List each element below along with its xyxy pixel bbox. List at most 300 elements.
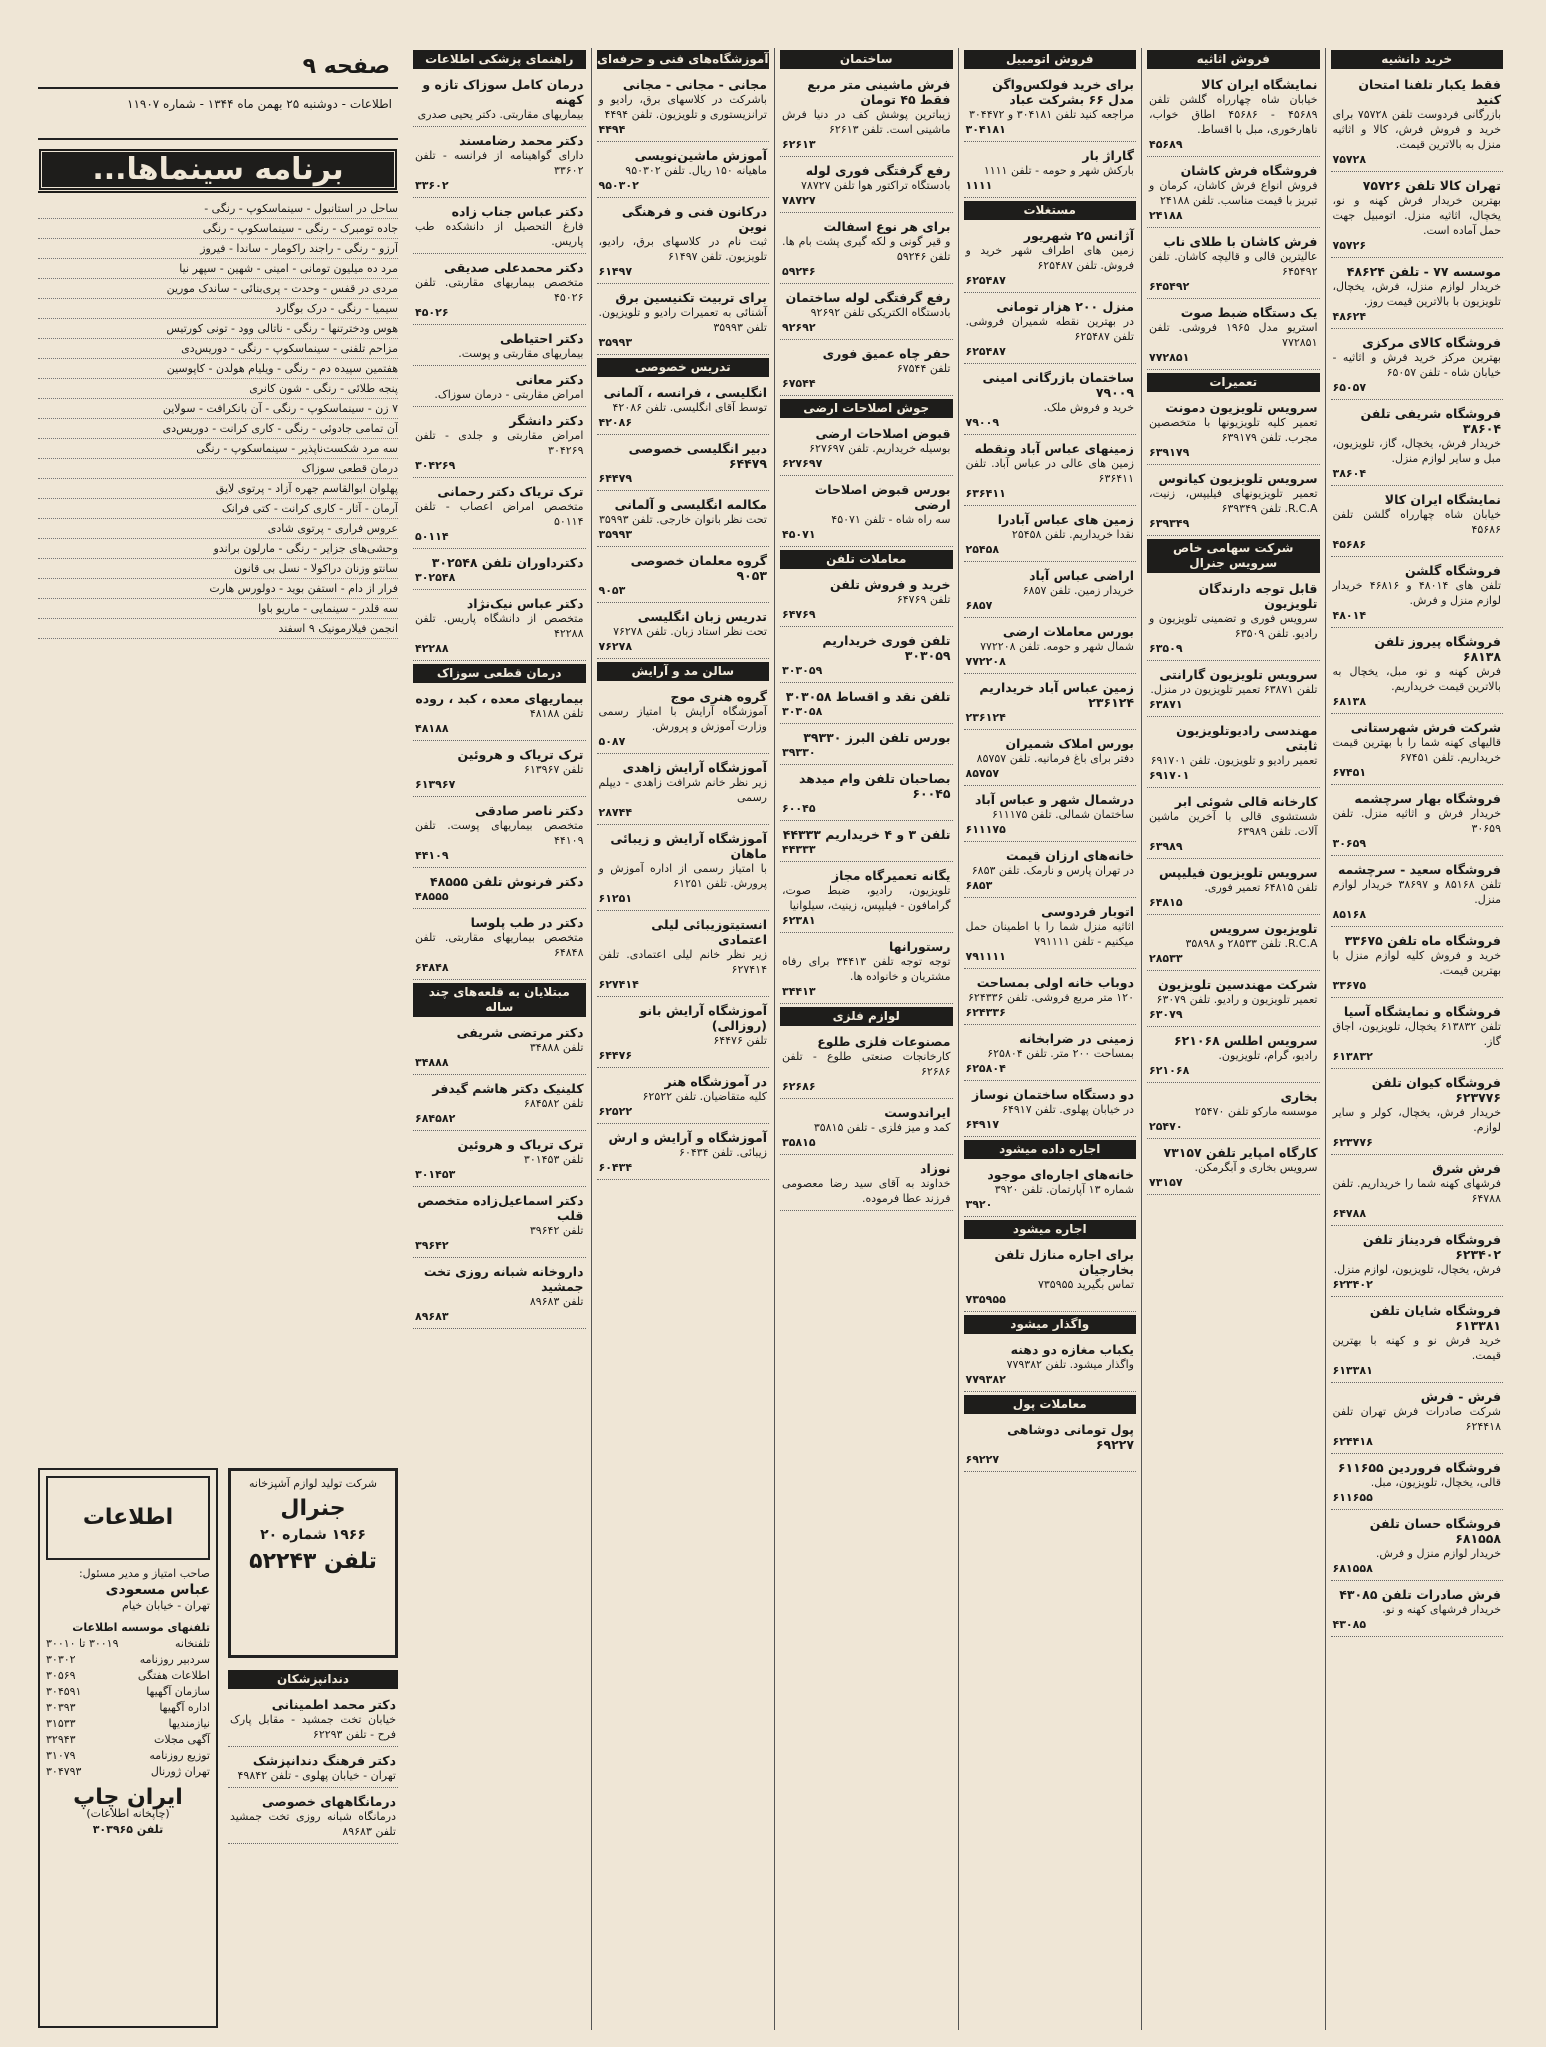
classified-ad <box>1331 332 1504 400</box>
classified-ad <box>597 914 770 997</box>
classified-ad <box>1147 231 1320 299</box>
classified-ad <box>597 550 770 603</box>
ad-body: استریو مدل ۱۹۶۵ فروشی. تلفن ۷۷۲۸۵۱ <box>1149 321 1318 349</box>
ad-phone: ۳۹۳۳۰ <box>782 746 816 759</box>
classified-ad <box>597 382 770 435</box>
ad-title: دکتر فرنوش تلفن ۴۸۵۵۵ <box>429 874 584 889</box>
ad-phone: ۷۳۵۹۵۵ <box>965 1293 1006 1306</box>
ad-body: بازرگانی فردوست تلفن ۷۵۷۲۸ برای خرید و فروش فرش، کالا و اثاثیه منزل به بالاترین قیمت. <box>1332 108 1501 151</box>
ad-title: فروشگاه کیوان تلفن ۶۲۳۷۷۶ <box>1371 1075 1501 1105</box>
ad-title: دو دستگاه ساختمان نوساز <box>972 1087 1134 1102</box>
ad-phone: ۴۸۰۱۴ <box>1332 609 1367 622</box>
ad-title: دبیر انگلیسی خصوصی ۶۴۴۷۹ <box>628 441 767 471</box>
cinema-item: مزاحم تلفنی - سینماسکوپ - رنگی - دوریس‌دی <box>38 339 398 359</box>
imprint-row-label: سازمان آگهیها <box>146 1685 210 1698</box>
ad-phone: ۲۸۷۴۴ <box>598 806 633 819</box>
print-sub: (چاپخانه اطلاعات) <box>86 1807 170 1820</box>
ad-body: تحت نظر بانوان خارجی. تلفن ۳۵۹۹۳ <box>598 513 767 526</box>
ad-title: داروخانه شبانه روزی تخت جمشید <box>423 1264 584 1294</box>
ad-body: بادستگاه تراکتور هوا تلفن ۷۸۷۲۷ <box>801 179 951 192</box>
ad-title: فروشگاه حسان تلفن ۶۸۱۵۵۸ <box>1369 1516 1501 1546</box>
classified-ad <box>597 828 770 911</box>
classified-ad <box>413 1190 586 1258</box>
ad-phone: ۶۴۵۴۹۲ <box>1149 280 1190 293</box>
classified-ad <box>597 494 770 547</box>
ad-phone: ۶۱۱۱۷۵ <box>965 823 1006 836</box>
ad-body: متخصص از دانشگاه پاریس. تلفن ۴۲۲۸۸ <box>415 612 584 640</box>
classified-ad <box>413 257 586 325</box>
ad-body: تلفن ۳۰۱۴۵۳ <box>523 1153 584 1166</box>
classified-ad <box>780 727 953 765</box>
ad-phone: ۷۶۲۷۸ <box>598 640 633 653</box>
ad-phone: ۳۹۶۴۲ <box>415 1239 449 1252</box>
ad-title: موسسه ۷۷ - تلفن ۴۸۶۲۴ <box>1346 264 1501 279</box>
classified-ad <box>1331 1513 1504 1581</box>
classified-ad <box>780 936 953 1004</box>
classified-ad <box>1147 160 1320 228</box>
ad-phone: ۶۱۴۹۷ <box>598 265 633 278</box>
ad-title: فقط یکبار تلفنا امتحان کنید <box>1358 77 1501 107</box>
classified-ad <box>964 145 1137 198</box>
ad-title: ساختمان بازرگانی امینی ۷۹۰۰۹ <box>982 370 1134 400</box>
column-head: ساختمان <box>780 50 953 69</box>
dentists-column <box>228 1668 398 2028</box>
general-ad-line3: ۱۹۶۶ شماره ۲۰ <box>260 1527 366 1543</box>
ad-title: شرکت فرش شهرستانی <box>1350 720 1501 735</box>
imprint-row-value: ۳۰۴۵۹۱ <box>46 1685 82 1698</box>
classified-column <box>774 48 958 2030</box>
classified-ad <box>597 606 770 659</box>
ad-phone: ۴۴۳۳۳ <box>782 843 816 856</box>
section-head: سالن مد و آرایش <box>597 662 770 681</box>
ad-body: واگذار میشود. تلفن ۷۷۹۳۸۲ <box>1006 1358 1134 1371</box>
column-head: فروش اتومبیل <box>964 50 1137 69</box>
ad-body: ۱۲۰ متر مربع فروشی. تلفن ۶۲۴۳۳۶ <box>968 991 1134 1004</box>
ad-body: خریدار لوازم منزل، فرش، یخچال، تلویزیون با بالاترین قیمت روز. <box>1332 280 1501 308</box>
ad-phone: ۷۳۱۵۷ <box>1149 1176 1183 1189</box>
classified-ad <box>1331 1457 1504 1510</box>
section-head: معاملات پول <box>964 1395 1137 1414</box>
classified-ad <box>1147 74 1320 157</box>
section-head: شرکت سهامی خاص سرویس جنرال <box>1147 539 1320 573</box>
ad-phone: ۶۴۴۷۶ <box>598 1049 633 1062</box>
ad-title: پول تومانی دوشاهی ۶۹۲۲۷ <box>1007 1422 1134 1452</box>
classified-ad <box>780 630 953 683</box>
ad-phone: ۹۵۰۳۰۲ <box>598 179 639 192</box>
ad-title: فروشگاه و نمایشگاه آسیا <box>1343 1004 1501 1019</box>
ad-phone: ۶۱۳۳۸۱ <box>1332 1364 1373 1377</box>
ad-title: گروه معلمان خصوصی ۹۰۵۳ <box>630 553 767 583</box>
ad-title: تلویزیون سرویس <box>1209 921 1318 936</box>
ad-body: فروش انواع فرش کاشان، کرمان و تبریز با قیمت مناسب. تلفن ۲۴۱۸۸ <box>1149 179 1318 207</box>
classified-ad <box>413 593 586 661</box>
classified-ad <box>1147 302 1320 370</box>
section-head: درمان قطعی سوزاک <box>413 664 586 683</box>
ad-body: خریدار فرش، یخچال، کولر و سایر لوازم. <box>1332 1106 1501 1134</box>
classified-ad <box>1331 489 1504 557</box>
ad-phone: ۶۲۱۰۶۸ <box>1149 1064 1190 1077</box>
ad-phone: ۴۸۵۵۵ <box>415 890 449 903</box>
imprint-row-label: تهران ژورنال <box>150 1765 210 1778</box>
ad-phone: ۶۸۱۵۵۸ <box>1332 1562 1373 1575</box>
imprint-row-label: اطلاعات هفتگی <box>137 1669 210 1682</box>
ad-body: شرکت صادرات فرش تهران تلفن ۶۲۴۴۱۸ <box>1332 1405 1501 1433</box>
general-ad-phone: تلفن ۵۲۲۴۳ <box>249 1549 377 1574</box>
ad-body: کارخانجات صنعتی طلوع - تلفن ۶۲۶۸۶ <box>782 1050 951 1078</box>
classified-ad <box>413 744 586 797</box>
ad-title: تلفن ۳ و ۴ خریداریم ۴۴۳۳۳ <box>782 827 951 842</box>
ad-title: فروشگاه سعید - سرچشمه <box>1337 862 1501 877</box>
classified-column <box>1141 48 1325 2030</box>
ad-title: حفر چاه عمیق فوری <box>822 346 951 361</box>
classified-ad <box>413 1022 586 1075</box>
dentists-head: دندانپزشکان <box>228 1670 398 1689</box>
column-head: فروش اثاثیه <box>1147 50 1320 69</box>
ad-phone: ۲۸۵۳۳ <box>1149 952 1183 965</box>
ad-phone: ۷۸۷۲۷ <box>782 194 816 207</box>
ad-body: زیباترین پوشش کف در دنیا فرش ماشینی است. تلفن ۶۲۶۱۳ <box>782 108 951 136</box>
ad-phone: ۶۴۷۸۸ <box>1332 1207 1367 1220</box>
ad-phone: ۶۰۴۳۴ <box>598 1161 633 1174</box>
cinema-item: مردی در قفس - وحدت - پری‌بنائی - ساندک مورین <box>38 279 398 299</box>
imprint-row <box>46 1700 210 1716</box>
classified-ad <box>413 201 586 254</box>
classified-ad <box>413 1261 586 1329</box>
ad-phone: ۶۲۵۸۰۴ <box>965 1062 1006 1075</box>
ad-title: قبوض اصلاحات ارضی <box>815 426 951 441</box>
ad-body: دارای گواهینامه از فرانسه - تلفن ۳۳۶۰۲ <box>415 149 584 177</box>
classified-ad <box>964 509 1137 562</box>
newspaper-logo: اطلاعات <box>46 1476 210 1560</box>
ad-title: نمایشگاه ایران کالا <box>1384 492 1501 507</box>
ad-title: انستیتوزیبائی لیلی اعتمادی <box>651 917 767 947</box>
ad-title: دکتر معانی <box>515 372 584 387</box>
classified-ad <box>1331 859 1504 927</box>
ad-title: دوباب خانه اولی بمساحت <box>976 975 1134 990</box>
cinema-item: انجمن فیلارمونیک ۹ اسفند <box>38 619 398 639</box>
ad-body: تلفن ۸۹۶۸۳ <box>529 1295 584 1308</box>
classified-ad <box>1331 930 1504 998</box>
ad-phone: ۶۳۸۷۱ <box>1149 698 1183 711</box>
ad-phone: ۳۳۶۰۲ <box>415 179 449 192</box>
ad-body: بارکش شهر و حومه - تلفن ۱۱۱۱ <box>983 164 1134 177</box>
ad-phone: ۵۰۱۱۴ <box>415 530 449 543</box>
cinema-item: درمان قطعی سوزاک <box>38 459 398 479</box>
ad-title: خانه‌های اجاره‌ای موجود <box>987 1167 1134 1182</box>
ad-body: زمین های عالی در عباس آباد. تلفن ۶۳۶۴۱۱ <box>965 457 1134 485</box>
ad-title: مهندسی رادیوتلویزیون ثابتی <box>1176 723 1318 753</box>
imprint-row <box>46 1684 210 1700</box>
ad-body: خرید و فروش ملک. <box>1043 401 1134 414</box>
owner-label: صاحب امتیاز و مدیر مسئول: <box>78 1567 210 1580</box>
ad-title: یکباب مغازه دو دهنه <box>1010 1342 1134 1357</box>
ad-phone: ۴۲۰۸۶ <box>598 416 633 429</box>
ad-body: تلفن های ۴۸۰۱۴ و ۴۶۸۱۶ خریدار لوازم منزل و فرش. <box>1332 579 1501 607</box>
ad-body: خرید و فروش کلیه لوازم منزل با بهترین قیمت. <box>1332 949 1501 977</box>
ad-phone: ۳۰۳۰۵۹ <box>782 664 823 677</box>
imprint-row-value: ۳۰۳۰۲ <box>46 1653 76 1666</box>
ad-body: بهترین مرکز خرید فرش و اثاثیه - خیابان شاه - تلفن ۶۵۰۵۷ <box>1332 351 1501 379</box>
ad-phone: ۶۲۵۴۸۷ <box>965 345 1006 358</box>
ad-phone: ۳۴۸۸۸ <box>415 1056 449 1069</box>
ad-body: تلفن ۶۱۳۸۳۲ یخچال، تلویزیون، اجاق گاز. <box>1332 1020 1501 1048</box>
ad-phone: ۴۴۱۰۹ <box>415 849 449 862</box>
classified-ad <box>964 621 1137 674</box>
classified-ad <box>964 733 1137 786</box>
ad-body: سرویس بخاری و آبگرمکن. <box>1194 1161 1318 1174</box>
ad-title: بیماریهای معده ، کبد ، روده <box>415 691 584 706</box>
ad-body: قالیهای کهنه شما را با بهترین قیمت خریداریم. تلفن ۶۷۴۵۱ <box>1332 736 1501 764</box>
imprint-row-label: توزیع روزنامه <box>149 1749 210 1762</box>
ad-body: و قیر گونی و لکه گیری پشت بام ها. تلفن ۵۹۲۴۶ <box>782 235 951 263</box>
imprint-row-value: ۳۰۰۱۹ تا ۳۰۰۱۰ <box>46 1637 119 1650</box>
imprint-row <box>46 1636 210 1652</box>
classified-ad <box>413 871 586 909</box>
ad-title: مجانی - مجانی - مجانی <box>622 77 767 92</box>
ad-phone: ۸۹۶۸۳ <box>415 1310 449 1323</box>
ad-phone: ۶۲۴۴۱۸ <box>1332 1435 1373 1448</box>
classified-ad <box>597 757 770 825</box>
ad-body: تعمیر کلیه تلویزیونها با متخصصین مجرب. تلفن ۶۳۹۱۷۹ <box>1149 416 1318 444</box>
ad-title: گاراژ بار <box>1082 148 1134 163</box>
classified-ad <box>1331 1229 1504 1297</box>
dentist-ad-body: تهران - خیابان پهلوی - تلفن ۴۹۸۴۲ <box>237 1769 396 1782</box>
cinema-item: هوس ودخترتنها - رنگی - ناتالی وود - تونی کورتیس <box>38 319 398 339</box>
classified-ad <box>1147 578 1320 661</box>
ad-phone: ۷۵۷۲۶ <box>1332 239 1367 252</box>
classified-ad <box>1331 74 1504 172</box>
ad-title: رفع گرفتگی لوله ساختمان <box>785 290 951 305</box>
ad-body: متخصص بیماریهای مقاربتی. تلفن ۶۴۸۴۸ <box>415 931 584 959</box>
ad-title: بورس قبوض اصلاحات ارضی <box>814 482 951 512</box>
general-ad <box>228 1468 398 1658</box>
classified-ad <box>1331 788 1504 856</box>
ad-title: رفع گرفتگی فوری لوله <box>805 163 951 178</box>
ad-title: دکتر در طب پلوسا <box>470 915 584 930</box>
ad-phone: ۶۱۳۹۶۷ <box>415 778 456 791</box>
ad-body: بوسیله خریداریم. تلفن ۶۲۷۶۹۷ <box>809 442 951 455</box>
ad-title: اراضی عباس آباد <box>1029 568 1134 583</box>
classified-ad <box>780 287 953 340</box>
ad-body: شمال شهر و حومه. تلفن ۷۷۲۲۰۸ <box>980 640 1134 653</box>
ad-body: تلفن ۶۱۳۹۶۷ <box>523 763 584 776</box>
dentist-ad <box>228 1694 398 1747</box>
ad-body: تعمیر رادیو و تلویزیون. تلفن ۶۹۱۷۰۱ <box>1150 754 1318 767</box>
ad-body: بهترین خریدار فرش کهنه و نو، یخچال، اثاثیه منزل. اتومبیل جهت حمل آماده است. <box>1332 194 1501 237</box>
classified-ad <box>780 423 953 476</box>
classified-ad <box>780 824 953 862</box>
classified-ad <box>413 481 586 549</box>
classified-ad <box>780 74 953 157</box>
dentist-ad <box>228 1791 398 1844</box>
ad-title: فرش شرق <box>1432 1161 1501 1176</box>
ad-body: خریدار فرشهای کهنه و نو. <box>1382 1603 1501 1616</box>
ad-body: اثاثیه منزل شما را با اطمینان حمل میکنیم - تلفن ۷۹۱۱۱۱ <box>965 920 1134 948</box>
ad-title: فرش ماشینی متر مربع فقط ۴۵ تومان <box>807 77 951 107</box>
classified-ad <box>597 201 770 284</box>
ad-phone: ۳۰۶۵۹ <box>1332 837 1367 850</box>
section-head: اجاره میشود <box>964 1220 1137 1239</box>
ad-title: آموزش ماشین‌نویسی <box>634 148 767 163</box>
ad-title: برای هر نوع اسفالت <box>823 219 951 234</box>
classified-ad <box>780 686 953 724</box>
ad-title: بصاحبان تلفن وام میدهد ۶۰۰۴۵ <box>799 771 951 801</box>
ad-title: دکتر دانشگر <box>509 413 584 428</box>
ad-body: سرویس فوری و تضمینی تلویزیون و رادیو. تلفن ۶۳۵۰۹ <box>1149 612 1318 640</box>
ad-title: اتوبار فردوسی <box>1041 904 1134 919</box>
ad-body: فرشهای کهنه شما را خریداریم. تلفن ۶۴۷۸۸ <box>1332 1177 1501 1205</box>
ad-title: دکتر اسماعیل‌زاده متخصص قلب <box>417 1193 584 1223</box>
ad-title: سرویس تلویزیون فیلیپس <box>1159 865 1318 880</box>
ad-title: آموزشگاه و آرایش و ارش <box>608 1130 767 1145</box>
cinema-item: جاده تومبرک - رنگی - سینماسکوپ - رنگی <box>38 219 398 239</box>
classified-column <box>958 48 1142 2030</box>
classified-ad <box>1147 397 1320 465</box>
address: تهران - خیابان خیام <box>121 1599 210 1612</box>
classified-ad <box>597 686 770 754</box>
ad-body: در تهران پارس و نارمک. تلفن ۶۸۵۳ <box>971 864 1134 877</box>
ad-phone: ۶۳۵۰۹ <box>1149 642 1183 655</box>
classified-ad <box>1331 1300 1504 1383</box>
ad-title: آموزشگاه آرایش زاهدی <box>622 760 767 775</box>
imprint-row-value: ۳۰۴۷۹۳ <box>46 1765 82 1778</box>
ad-title: یگانه تعمیرگاه مجاز <box>831 868 951 883</box>
ad-body: تلفن ۶۳۸۷۱ تعمیر تلویزیون در منزل. <box>1150 683 1318 696</box>
ad-title: برای خرید فولکس‌واگن مدل ۶۶ بشرکت عباد <box>992 77 1134 107</box>
ad-body: خریدار لوازم منزل و فرش. <box>1375 1547 1501 1560</box>
ad-phone: ۶۳۹۱۷۹ <box>1149 446 1190 459</box>
cinema-item: ساحل در استانبول - سینماسکوپ - رنگی - <box>38 199 398 219</box>
ad-phone: ۷۹۰۰۹ <box>965 416 1000 429</box>
ad-body: بادستگاه الکتریکی تلفن ۹۲۶۹۲ <box>810 306 951 319</box>
ad-body: کمد و میز فلزی - تلفن ۳۵۸۱۵ <box>813 1121 951 1134</box>
classified-ad <box>780 479 953 547</box>
ad-title: فرش - فرش <box>1420 1389 1501 1404</box>
classified-ad <box>1331 261 1504 329</box>
classified-ad <box>780 160 953 213</box>
imprint-row-value: ۳۱۰۷۹ <box>46 1749 76 1762</box>
ad-title: برای اجاره منازل تلفن بخارجیان <box>994 1247 1134 1277</box>
dentist-ad-body: خیابان تخت جمشید - مقابل پارک فرح - تلفن ۶۲۲۹۳ <box>230 1713 396 1741</box>
ad-body: متخصص بیماریهای مقاربتی. تلفن ۴۵۰۲۶ <box>415 276 584 304</box>
ad-title: ترک تریاک دکتر رحمانی <box>437 484 584 499</box>
ad-body: آموزشگاه آرایش با امتیاز رسمی وزارت آموزش و پرورش. <box>598 705 767 733</box>
classified-ad <box>964 296 1137 364</box>
ad-title: گروه هنری موج <box>670 689 767 704</box>
ad-body: موسسه مارکو تلفن ۲۵۴۷۰ <box>1194 1105 1318 1118</box>
ad-phone: ۶۲۴۳۳۶ <box>965 1006 1006 1019</box>
section-head: تدریس خصوصی <box>597 358 770 377</box>
ad-phone: ۶۳۹۸۹ <box>1149 840 1183 853</box>
ad-body: قالی، یخچال، تلویزیون، مبل. <box>1370 1476 1501 1489</box>
ad-phone: ۶۲۷۴۱۴ <box>598 978 639 991</box>
ad-body: بمساحت ۲۰۰ متر. تلفن ۶۲۵۸۰۴ <box>987 1047 1134 1060</box>
cinema-item: مرد ده میلیون تومانی - امینی - شهین - سپهر نیا <box>38 259 398 279</box>
ad-title: یک دستگاه ضبط صوت <box>1180 305 1318 320</box>
ad-title: شرکت مهندسین تلویزیون <box>1157 977 1318 992</box>
ad-title: فروشگاه فروردین ۶۱۱۶۵۵ <box>1337 1460 1501 1475</box>
ad-phone: ۶۵۰۵۷ <box>1332 381 1367 394</box>
classified-ad <box>780 865 953 933</box>
ad-title: بورس تلفن البرز ۳۹۳۳۰ <box>803 730 951 745</box>
ad-body: ثبت نام در کلاسهای برق، رادیو، تلویزیون. تلفن ۶۱۴۹۷ <box>598 235 767 263</box>
ad-body: خریدار فرش، یخچال، گاز، تلویزیون، مبل و سایر لوازم منزل. <box>1332 437 1501 465</box>
classified-ad <box>597 74 770 142</box>
ad-phone: ۶۳۶۴۱۱ <box>965 487 1006 500</box>
ad-body: تلفن ۶۴۴۷۶ <box>713 1034 767 1047</box>
classified-ad <box>964 1084 1137 1137</box>
classified-ad <box>780 343 953 396</box>
classified-ad <box>964 1339 1137 1392</box>
ad-phone: ۲۴۱۸۸ <box>1149 209 1183 222</box>
classified-ad <box>780 1031 953 1099</box>
classified-ad <box>964 1244 1137 1312</box>
ad-body: تلفن ۶۴۸۱۵ تعمیر فوری. <box>1204 881 1318 894</box>
ad-phone: ۳۰۴۱۸۱ <box>965 123 1006 136</box>
classified-ad <box>597 145 770 198</box>
ad-phone: ۶۸۱۳۸ <box>1332 695 1367 708</box>
ad-phone: ۶۴۹۱۷ <box>965 1118 1000 1131</box>
classified-ad <box>597 1071 770 1124</box>
ad-phone: ۴۵۶۸۶ <box>1332 538 1367 551</box>
ad-body: در خیابان پهلوی. تلفن ۶۴۹۱۷ <box>1002 1103 1134 1116</box>
ad-title: ترک تریاک و هروئین <box>457 747 584 762</box>
ad-body: توسط آقای انگلیسی. تلفن ۴۲۰۸۶ <box>612 401 767 414</box>
cinema-item: وحشی‌های جزایر - رنگی - مارلون براندو <box>38 539 398 559</box>
ad-title: دکتر عباس نیک‌نژاد <box>466 596 584 611</box>
cinema-banner: برنامه سینماها... <box>38 148 398 191</box>
ad-title: فروشگاه گلشن <box>1404 563 1501 578</box>
ad-body: ماهیانه ۱۵۰ ریال. تلفن ۹۵۰۳۰۲ <box>625 164 767 177</box>
cinema-items <box>38 199 398 639</box>
ad-phone: ۶۲۳۴۰۲ <box>1332 1278 1373 1291</box>
classified-column <box>408 48 591 2030</box>
ad-body: فرش کهنه و نو، مبل، یخچال به بالاترین قیمت خریداریم. <box>1332 665 1501 693</box>
ad-phone: ۷۹۱۱۱۱ <box>965 950 1006 963</box>
ad-body: خیابان شاه چهارراه گلشن تلفن ۴۵۶۸۹ - ۴۵۶۸۶ اطاق خواب، ناهارخوری، مبل با اقساط. <box>1149 93 1318 136</box>
ad-title: دکتر احتیاطی <box>499 331 584 346</box>
ad-title: آژانس ۲۵ شهریور <box>1023 228 1134 243</box>
section-head: مستغلات <box>964 201 1137 220</box>
ad-title: بخاری <box>1280 1089 1318 1104</box>
classified-ad <box>780 1102 953 1155</box>
ad-title: دکتر مرتضی شریفی <box>456 1025 584 1040</box>
classified-ad <box>413 800 586 868</box>
cinema-item: سه مرد شکست‌ناپذیر - سینماسکوپ - رنگی <box>38 439 398 459</box>
ad-title: برای تربیت تکنیسین برق <box>615 290 767 305</box>
section-head: اجاره داده میشود <box>964 1140 1137 1159</box>
ad-title: دکتر محمد رضامسند <box>459 133 584 148</box>
cinema-item: سیمیا - رنگی - درک بوگارد <box>38 299 398 319</box>
ad-body: امراض مقاربتی و جلدی - تلفن ۳۰۴۲۶۹ <box>415 429 584 457</box>
section-head: واگذار میشود <box>964 1315 1137 1334</box>
ad-body: با امتیاز رسمی از اداره آموزش و پرورش. تلفن ۶۱۲۵۱ <box>598 862 767 890</box>
classified-column <box>591 48 775 2030</box>
classified-ad <box>780 574 953 627</box>
ad-phone: ۶۲۳۷۷۶ <box>1332 1136 1373 1149</box>
section-head: معاملات تلفن <box>780 550 953 569</box>
classified-ad <box>1331 1584 1504 1637</box>
ad-title: مکالمه انگلیسی و آلمانی <box>614 497 767 512</box>
phones-label: تلفنهای موسسه اطلاعات <box>72 1621 210 1634</box>
ad-body: نقدا خریداریم. تلفن ۲۵۴۵۸ <box>1011 528 1134 541</box>
classified-ad <box>597 1000 770 1068</box>
ad-title: منزل ۲۰۰ هزار تومانی <box>996 299 1134 314</box>
classified-ad <box>964 1028 1137 1081</box>
classified-ad <box>964 438 1137 506</box>
classified-ad <box>413 369 586 407</box>
classified-ad <box>1147 664 1320 717</box>
